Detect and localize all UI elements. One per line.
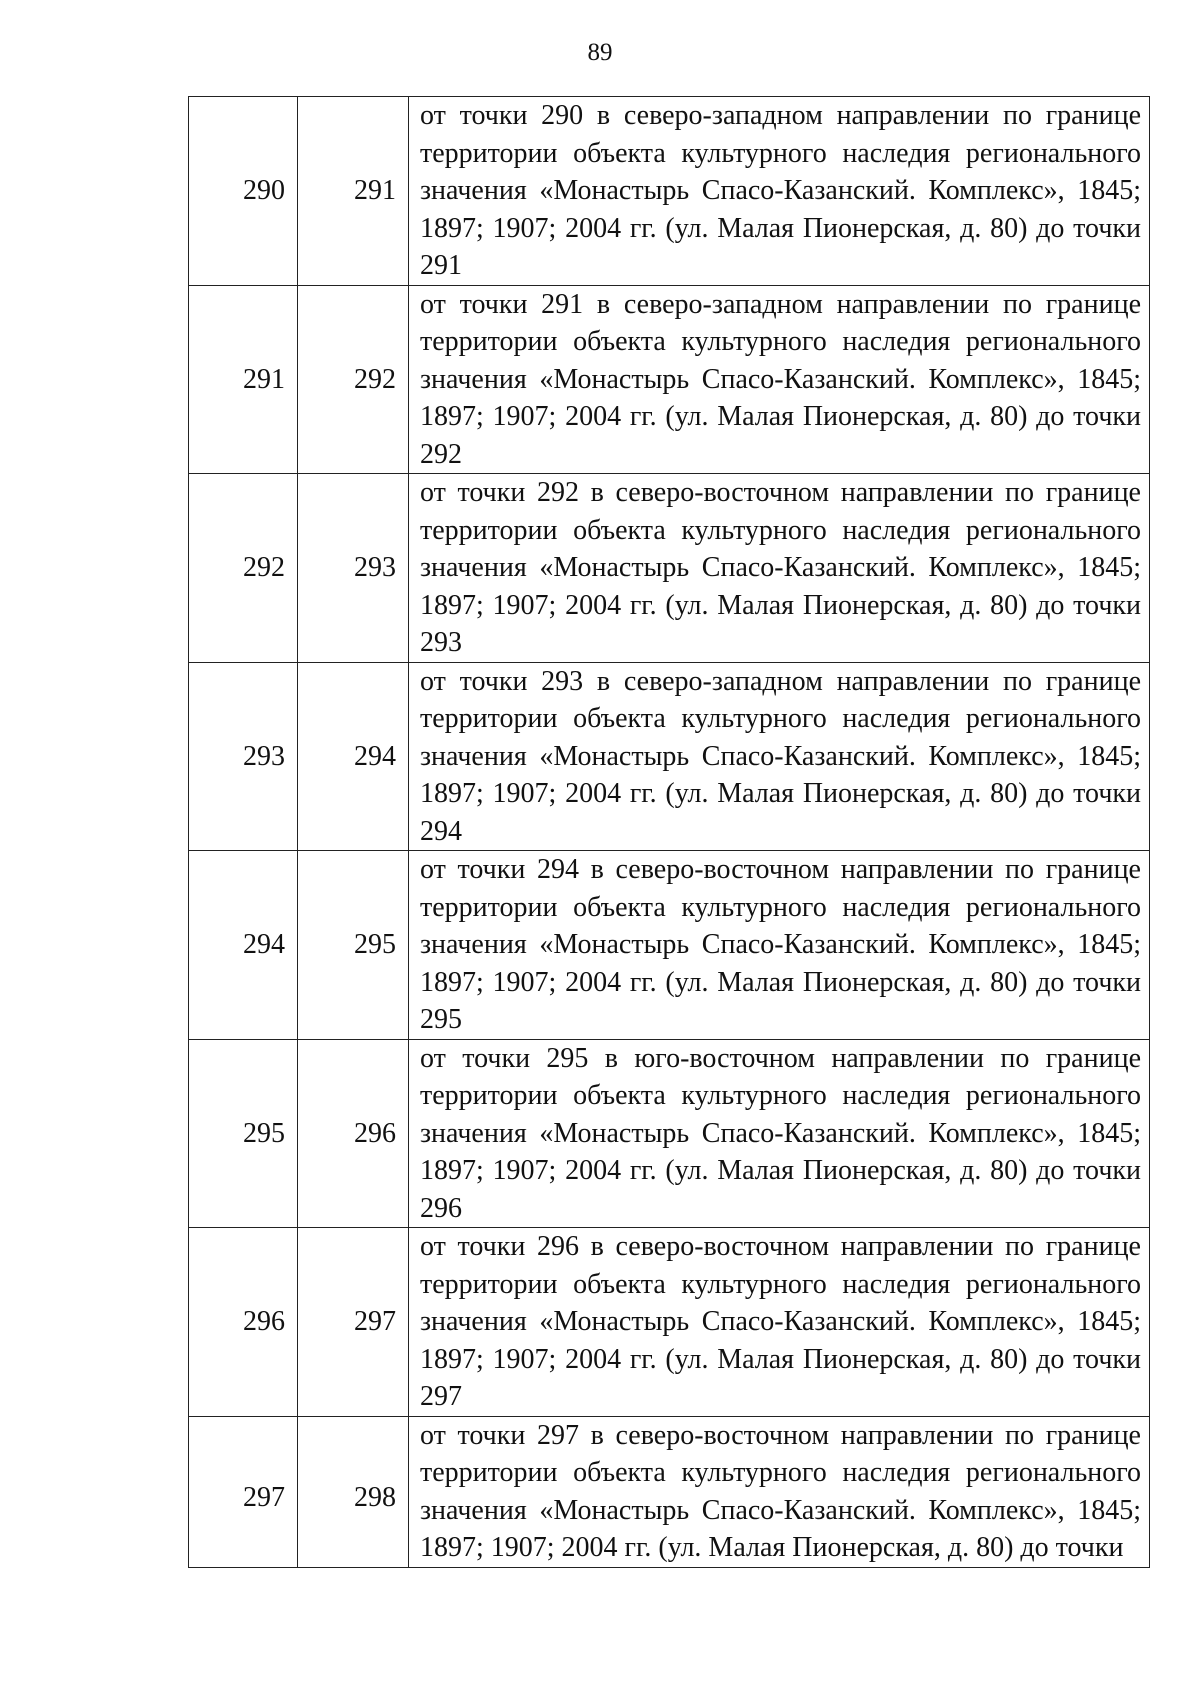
to-point-cell: 296 bbox=[298, 1039, 409, 1228]
description-cell: от точки 297 в северо-восточном направлении по границе территории объекта культурного наследия регионального значения «Монастырь Спасо-Казанский. Комплекс», 1845; 1897; 1907; 2004 гг. (ул. Малая Пионерская, д. 80) до точки bbox=[409, 1416, 1150, 1567]
page-number: 89 bbox=[587, 39, 613, 66]
description-cell: от точки 290 в северо-западном направлении по границе территории объекта культурного наследия регионального значения «Монастырь Спасо-Казанский. Комплекс», 1845; 1897; 1907; 2004 гг. (ул. Малая Пионерская, д. 80) до точки 291 bbox=[409, 97, 1150, 286]
from-point-cell: 295 bbox=[189, 1039, 298, 1228]
table-row bbox=[189, 474, 1150, 663]
description-cell: от точки 294 в северо-восточном направлении по границе территории объекта культурного наследия регионального значения «Монастырь Спасо-Казанский. Комплекс», 1845; 1897; 1907; 2004 гг. (ул. Малая Пионерская, д. 80) до точки 295 bbox=[409, 851, 1150, 1040]
from-point-cell: 294 bbox=[189, 851, 298, 1040]
table-row bbox=[189, 1039, 1150, 1228]
description-cell: от точки 291 в северо-западном направлении по границе территории объекта культурного наследия регионального значения «Монастырь Спасо-Казанский. Комплекс», 1845; 1897; 1907; 2004 гг. (ул. Малая Пионерская, д. 80) до точки 292 bbox=[409, 285, 1150, 474]
from-point-cell: 297 bbox=[189, 1416, 298, 1567]
to-point-cell: 297 bbox=[298, 1228, 409, 1417]
table-row bbox=[189, 662, 1150, 851]
table-row bbox=[189, 1228, 1150, 1417]
from-point-cell: 292 bbox=[189, 474, 298, 663]
table-row bbox=[189, 1416, 1150, 1567]
boundary-points-table bbox=[188, 96, 1150, 1568]
to-point-cell: 298 bbox=[298, 1416, 409, 1567]
to-point-cell: 295 bbox=[298, 851, 409, 1040]
to-point-cell: 294 bbox=[298, 662, 409, 851]
description-cell: от точки 292 в северо-восточном направлении по границе территории объекта культурного наследия регионального значения «Монастырь Спасо-Казанский. Комплекс», 1845; 1897; 1907; 2004 гг. (ул. Малая Пионерская, д. 80) до точки 293 bbox=[409, 474, 1150, 663]
from-point-cell: 290 bbox=[189, 97, 298, 286]
to-point-cell: 291 bbox=[298, 97, 409, 286]
description-cell: от точки 295 в юго-восточном направлении по границе территории объекта культурного наследия регионального значения «Монастырь Спасо-Казанский. Комплекс», 1845; 1897; 1907; 2004 гг. (ул. Малая Пионерская, д. 80) до точки 296 bbox=[409, 1039, 1150, 1228]
from-point-cell: 296 bbox=[189, 1228, 298, 1417]
from-point-cell: 293 bbox=[189, 662, 298, 851]
to-point-cell: 293 bbox=[298, 474, 409, 663]
table-row bbox=[189, 285, 1150, 474]
from-point-cell: 291 bbox=[189, 285, 298, 474]
table-row bbox=[189, 97, 1150, 286]
description-cell: от точки 293 в северо-западном направлении по границе территории объекта культурного наследия регионального значения «Монастырь Спасо-Казанский. Комплекс», 1845; 1897; 1907; 2004 гг. (ул. Малая Пионерская, д. 80) до точки 294 bbox=[409, 662, 1150, 851]
table-row bbox=[189, 851, 1150, 1040]
description-cell: от точки 296 в северо-восточном направлении по границе территории объекта культурного наследия регионального значения «Монастырь Спасо-Казанский. Комплекс», 1845; 1897; 1907; 2004 гг. (ул. Малая Пионерская, д. 80) до точки 297 bbox=[409, 1228, 1150, 1417]
to-point-cell: 292 bbox=[298, 285, 409, 474]
